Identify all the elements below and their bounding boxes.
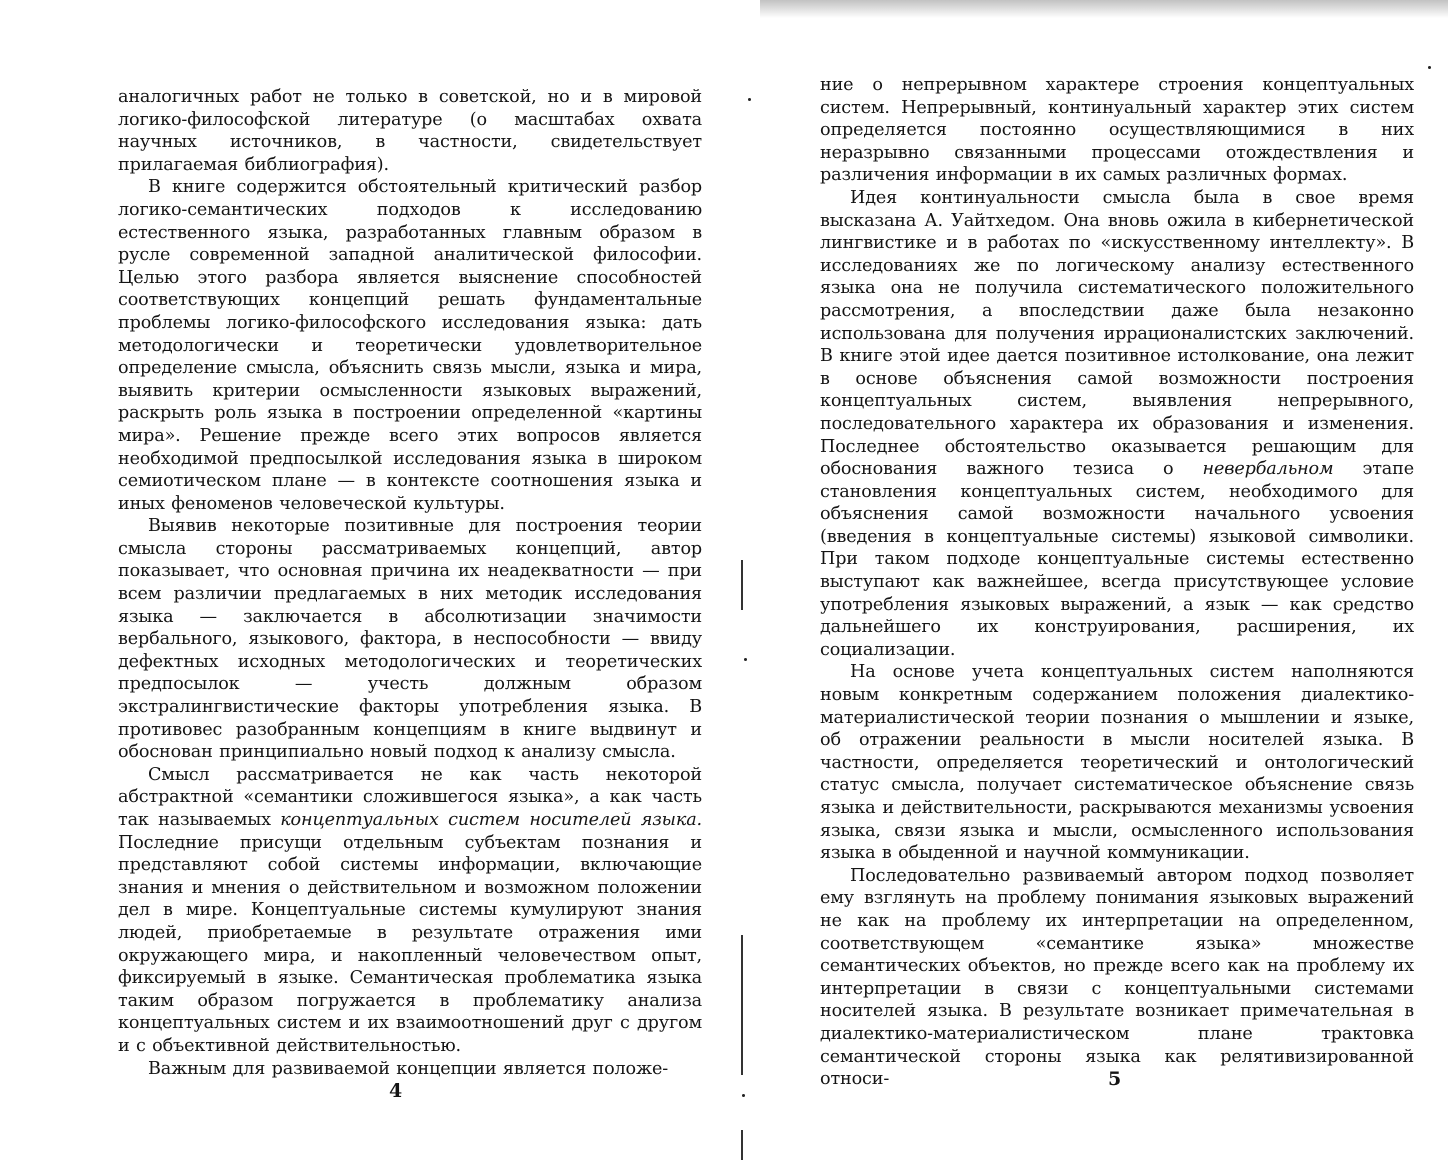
right-page-number: 5 [1108,1068,1122,1090]
left-page-number: 4 [389,1080,403,1102]
paragraph [118,515,702,764]
paragraph [820,187,1414,661]
paragraph [820,661,1414,864]
italic-term: невербальном [1202,459,1334,480]
left-page-text [118,86,702,1080]
paragraph [118,86,702,176]
paragraph [118,764,702,1058]
paragraph [118,176,702,515]
paragraph [118,1058,702,1081]
text-segment: Идея континуальности смысла была в свое время высказана А. Уайтхедом. Она вновь ожила в кибернетической лингвистике и в работах по «искусственному интеллекту». В исследованиях же по логическому анализу естественного языка она не получила систематического положительного рассмотрения, а впоследствии даже была незаконно использована для получения иррационалистских заключений. В книге этой идее дается позитивное истолкование, она лежит в основе объяснения самой возможности построения концептуальных систем, выявления непрерывного, последовательного характера их образования и изменения. Последнее обстоятельство оказывается решающим для обоснования важного тезиса о [820,187,1414,480]
text-segment: Последовательно развиваемый автором подход позволяет ему взглянуть на проблему понимания языковых выражений не как на проблему их интерпретации на определенном, соответствующем «семантике языка» множестве семантических объектов, но прежде всего как на проблему их интерпретации в связи с концептуальными системами носителей языка. В результате возникает примечательная в диалектико-материалистическом плане трактовка семантической стороны языка как релятивизированной относи- [820,865,1414,1090]
italic-term: концептуальных систем носителей языка. [280,810,702,830]
right-page-text [820,74,1414,1091]
text-segment: Важным для развиваемой концепции является положе- [148,1058,669,1079]
text-segment: На основе учета концептуальных систем наполняются новым конкретным содержанием положения диалектико-материалистической теории познания о мышлении и языке, об отражении реальности в мысли носителей языка. В частности, определяется теоретический и онтологический статус смысла, получает систематическое объяснение связь языка и действительности, раскрываются механизмы усвоения языка, связи языка и мысли, осмысленного использования языка в обыденной и научной коммуникации. [820,662,1414,864]
text-segment: ние о непрерывном характере строения концептуальных систем. Непрерывный, континуальный характер этих систем определяется постоянно осуществляющимися в них неразрывно связанными процессами отождествления и различения информации в их самых различных формах. [820,75,1414,186]
paragraph [820,74,1414,187]
text-segment: Смысл рассматривается не как часть некоторой абстрактной «семантики сложившегося языка», а как часть так называемых [118,764,702,830]
paragraph [820,865,1414,1091]
text-segment: Выявив некоторые позитивные для построения теории смысла стороны рассматриваемых концепций, автор показывает, что основная причина их неадекватности — при всем различии предлагаемых в них методик исследования языка — заключается в абсолютизации значимости вербального, языкового, фактора, в неспособности — ввиду дефектных исходных методологических и теоретических предпосылок — учесть должным образом экстралингвистические факторы употребления языка. В противовес разобранным концепциям в книге выдвинут и обоснован принципиально новый подход к анализу смысла. [118,516,702,763]
right-page [724,0,1448,1160]
text-segment: Последние присущи отдельным субъектам познания и представляют собой системы информации, включающие знания и мнения о действительном и возможном положении дел в мире. Концептуальные системы кумулируют знания людей, приобретаемые в результате отражения ими окружающего мира, и накопленный человечеством опыт, фиксируемый в языке. Семантическая проблематика языка таким образом погружается в проблематику анализа концептуальных систем и их взаимоотношений друг с другом и с объективной действительностью. [118,832,702,1056]
text-segment: аналогичных работ не только в советской, но и в мировой логико-философской литературе (о масштабах охвата научных источников, в частности, свидетельствует прилагаемая библиография). [118,87,702,175]
text-segment: В книге содержится обстоятельный критический разбор логико-семантических подходов к исследованию естественного языка, разработанных главным образом в русле современной западной аналитической философии. Целью этого разбора является выяснение способностей соответствующих концепций решать фундаментальные проблемы логико-философского исследования языка: дать методологически и теоретически удовлетворительное определение смысла, объяснить связь мысли, языка и мира, выявить критерии осмысленности языковых выражений, раскрыть роль языка в построении определенной «картины мира». Решение прежде всего этих вопросов является необходимой предпосылкой исследования языка в широком семиотическом плане — в контексте соотношения языка и иных феноменов человеческой культуры. [118,177,702,514]
text-segment: этапе становления концептуальных систем, необходимого для объяснения самой возможности начального усвоения (введения в концептуальные системы) языковой символики. При таком подходе концептуальные системы естественно выступают как важнейшее, всегда присутствующее условие употребления языковых выражений, а язык — как средство дальнейшего их конструирования, расширения, их социализации. [820,459,1414,660]
